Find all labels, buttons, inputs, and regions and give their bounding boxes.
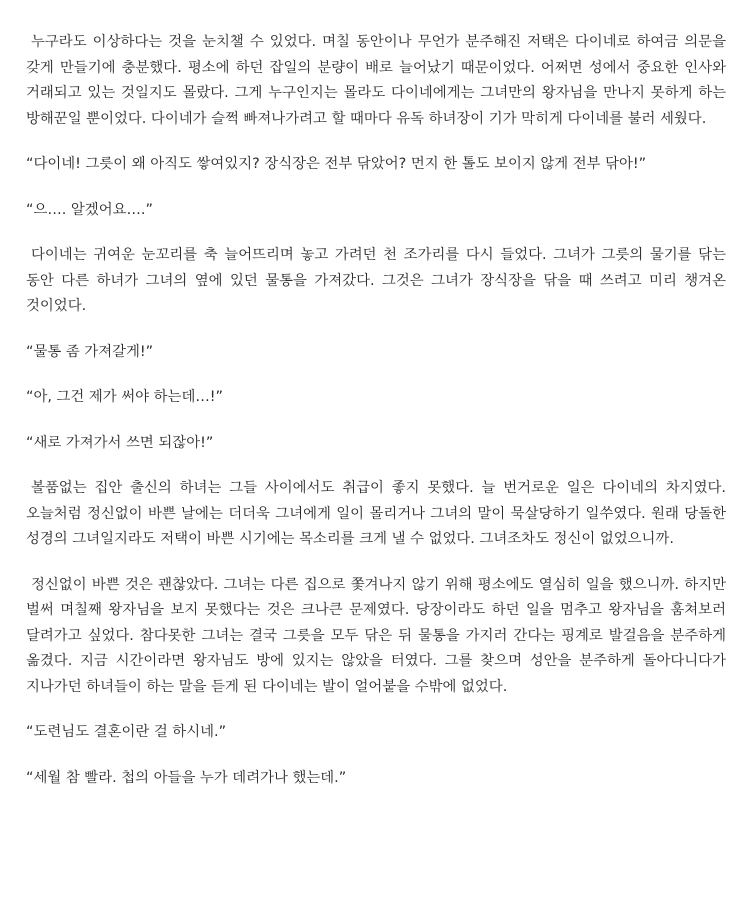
document-body <box>26 30 726 791</box>
dialogue-line: “새로 가져가서 쓰면 되잖아!” <box>26 434 214 451</box>
dialogue-line: “도련님도 결혼이란 걸 하시네.” <box>26 724 227 740</box>
narrative-paragraph: 볼품없는 집안 출신의 하녀는 그들 사이에서도 취급이 좋지 못했다. 늘 번거로운 일은 다이네의 차지였다. 오늘처럼 정신없이 바쁜 날에는 더더욱 그녀에게 일이 몰리거나 그녀의 말이 묵살당하기 일쑤였다. 원래 당돌한 성경의 그녀일지라도 저택이 바쁜 시기에는 목소리를 크게 낼 수 없었다. 그녀조차도 정신이 없었으니까. <box>26 480 726 547</box>
dialogue-line: “으…. 알겠어요….” <box>26 201 153 218</box>
narrative-paragraph: 누구라도 이상하다는 것을 눈치챌 수 있었다. 며칠 동안이나 무언가 분주해진 저택은 다이네로 하여금 의문을 갖게 만들기에 충분했다. 평소에 하던 잡일의 분량이 배로 늘어났기 때문이었다. 어쩌면 성에서 중요한 인사와 거래되고 있는 것일지도 몰랐다. 그게 누구인지는 몰라도 다이네에게는 그녀만의 왕자님을 만나지 못하게 하는 방해꾼일 뿐이었다. 다이네가 슬쩍 빠져나가려고 할 때마다 유독 하녀장이 기가 막히게 다이네를 불러 세웠다. <box>26 34 726 127</box>
dialogue-line: “아, 그건 제가 써야 하는데…!” <box>26 389 223 405</box>
narrative-paragraph: 정신없이 바쁜 것은 괜찮았다. 그녀는 다른 집으로 쫓겨나지 않기 위해 평소에도 열심히 일을 했으니까. 하지만 벌써 며칠째 왕자님을 보지 못했다는 것은 크나큰 문제였다. 당장이라도 하던 일을 멈추고 왕자님을 훔쳐보러 달려가고 싶었다. 참다못한 그녀는 결국 그릇을 모두 닦은 뒤 물통을 가지러 간다는 핑계로 발걸음을 분주하게 옮겼다. 지금 시간이라면 왕자님도 방에 있지는 않았을 터였다. 그를 찾으며 성안을 분주하게 돌아다니다가 지나가던 하녀들이 하는 말을 듣게 된 다이네는 발이 얼어붙을 수밖에 없었다. <box>26 576 726 695</box>
narrative-paragraph: 다이네는 귀여운 눈꼬리를 축 늘어뜨리며 놓고 가려던 천 조가리를 다시 들었다. 그녀가 그릇의 물기를 닦는 동안 다른 하녀가 그녀의 옆에 있던 물통을 가져갔다. 그것은 그녀가 장식장을 닦을 때 쓰려고 미리 챙겨온 것이었다. <box>26 247 726 314</box>
dialogue-line: “물통 좀 가져갈게!” <box>26 343 154 360</box>
dialogue-line: “세월 참 빨라. 첩의 아들을 누가 데려가나 했는데.” <box>26 769 347 786</box>
dialogue-line: “다이네! 그릇이 왜 아직도 쌓여있지? 장식장은 전부 닦았어? 먼지 한 톨도 보이지 않게 전부 닦아!” <box>26 156 647 172</box>
